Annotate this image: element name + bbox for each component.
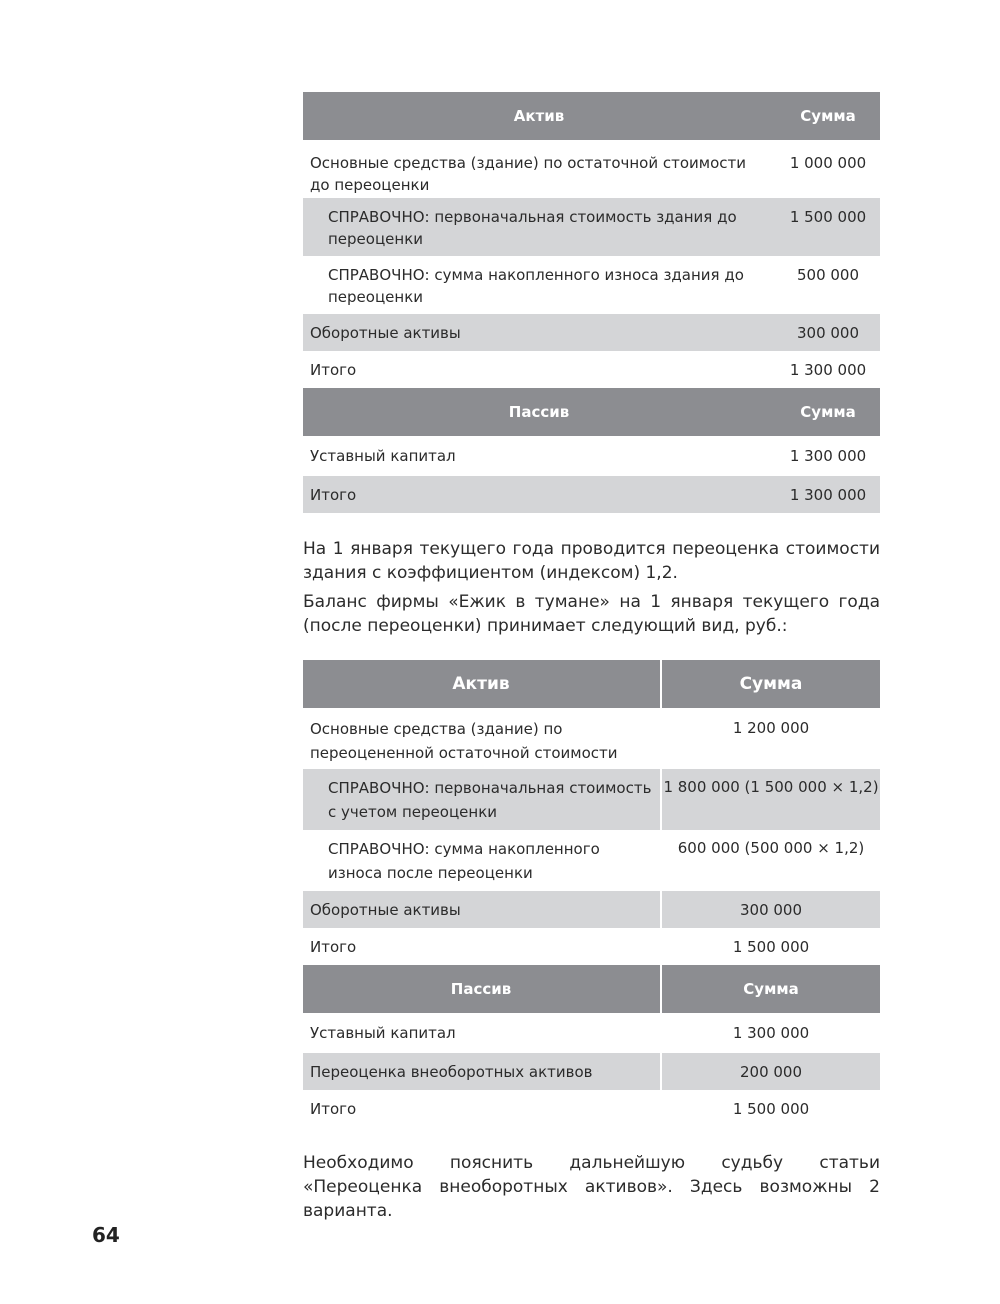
row-value: 1 200 000 xyxy=(732,719,810,737)
table-row xyxy=(303,928,880,965)
row-value: 1 500 000 xyxy=(789,208,867,226)
assets-header: Актив xyxy=(303,660,660,708)
row-value: 300 000 xyxy=(662,891,880,928)
sum-header: Сумма xyxy=(662,965,880,1013)
table-row xyxy=(303,436,880,476)
balance-before-table xyxy=(303,92,880,513)
page-number: 64 xyxy=(92,1223,120,1247)
row-value: 1 300 000 xyxy=(789,447,867,465)
row-label: Итого xyxy=(310,937,357,956)
table-row xyxy=(303,1053,880,1090)
row-label: Итого xyxy=(310,485,357,504)
row-value: 1 500 000 xyxy=(732,1099,810,1118)
sum-header: Сумма xyxy=(662,660,880,708)
table-row xyxy=(303,351,880,388)
row-label: Основные средства (здание) по переоцененной остаточной стоимости xyxy=(310,720,618,762)
row-value: 300 000 xyxy=(796,323,860,342)
sum-header: Сумма xyxy=(800,107,856,125)
row-label: Итого xyxy=(310,360,357,379)
row-label: Основные средства (здание) по остаточной стоимости до переоценки xyxy=(310,154,746,194)
table-row xyxy=(303,476,880,513)
row-value: 1 800 000 (1 500 000 × 1,2) xyxy=(662,769,880,830)
row-value: 1 300 000 xyxy=(732,1024,810,1042)
liabilities-header-row xyxy=(303,388,880,436)
balance-after-table xyxy=(303,660,880,1127)
table-row xyxy=(303,769,880,830)
row-label: Итого xyxy=(310,1099,357,1118)
liabilities-header: Пассив xyxy=(508,403,570,421)
assets-header: Актив xyxy=(513,107,565,125)
assets-header-row xyxy=(303,660,880,708)
row-value: 200 000 xyxy=(662,1053,880,1090)
table-row xyxy=(303,891,880,928)
liabilities-header: Пассив xyxy=(303,965,660,1013)
table-row xyxy=(303,140,880,198)
row-label: СПРАВОЧНО: сумма накопленного износа после переоценки xyxy=(328,840,600,882)
row-value: 1 300 000 xyxy=(789,485,867,504)
table-row xyxy=(303,198,880,256)
row-label: Уставный капитал xyxy=(310,1024,456,1042)
paragraph-revaluation: На 1 января текущего года проводится переоценка стоимости здания с коэффициентом (индексом) 1,2. xyxy=(303,539,880,583)
row-label: СПРАВОЧНО: первоначальная стоимость с учетом переоценки xyxy=(303,769,660,830)
row-label: Оборотные активы xyxy=(310,323,461,342)
row-label: Оборотные активы xyxy=(303,891,660,928)
table-row xyxy=(303,708,880,769)
table-row xyxy=(303,1090,880,1127)
liabilities-header-row xyxy=(303,965,880,1013)
table-row xyxy=(303,314,880,351)
table-row xyxy=(303,256,880,314)
row-label: СПРАВОЧНО: сумма накопленного износа здания до переоценки xyxy=(328,266,744,306)
paragraph-conclusion: Необходимо пояснить дальнейшую судьбу статьи «Переоценка внеоборотных активов». Здесь возможны 2 варианта. xyxy=(303,1153,880,1221)
row-label: Переоценка внеоборотных активов xyxy=(303,1053,660,1090)
row-value: 1 000 000 xyxy=(789,154,867,172)
row-label: СПРАВОЧНО: первоначальная стоимость здания до переоценки xyxy=(328,208,737,248)
assets-header-row xyxy=(303,92,880,140)
row-label: Уставный капитал xyxy=(310,447,456,465)
row-value: 1 500 000 xyxy=(732,937,810,956)
table-row xyxy=(303,1013,880,1053)
sum-header: Сумма xyxy=(800,403,856,421)
row-value: 500 000 xyxy=(796,266,860,284)
row-value: 1 300 000 xyxy=(789,360,867,379)
paragraph-balance-intro: Баланс фирмы «Ежик в тумане» на 1 января текущего года (после переоценки) принимает следующий вид, руб.: xyxy=(303,592,880,636)
table-row xyxy=(303,830,880,891)
row-value: 600 000 (500 000 × 1,2) xyxy=(677,839,865,857)
